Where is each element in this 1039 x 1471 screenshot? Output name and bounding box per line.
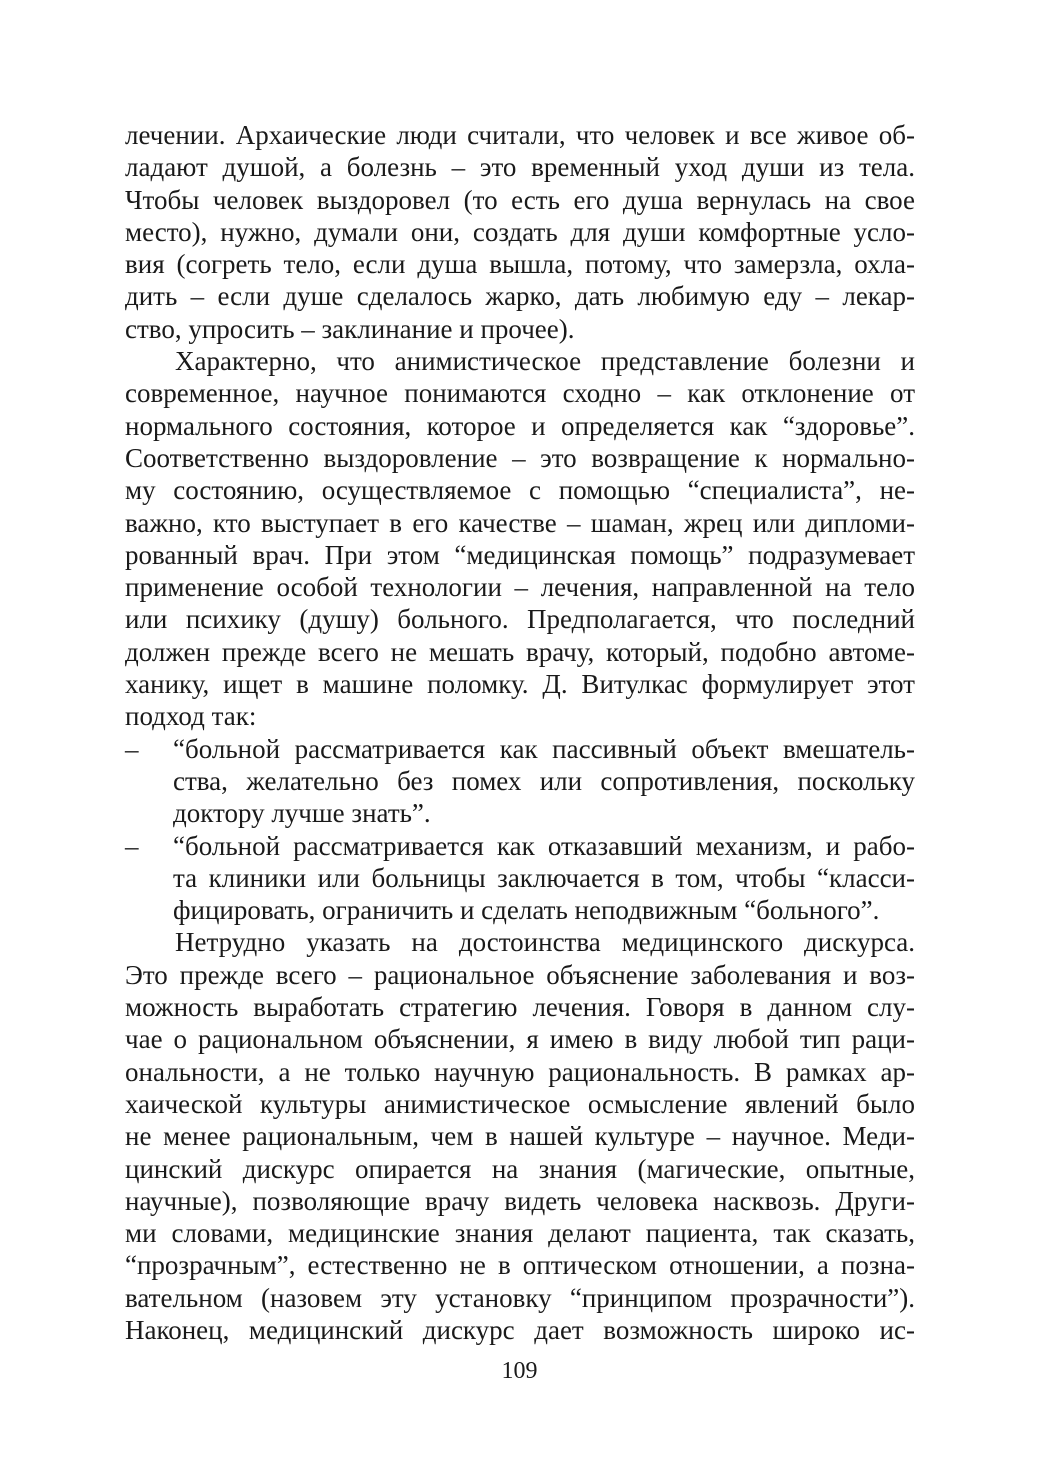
text-line: применение особой технологии – лечения, направленной на тело	[125, 572, 915, 603]
text-line: ладают душой, а болезнь – это временный уход души из тела.	[125, 152, 915, 183]
paragraph	[125, 926, 915, 1346]
paragraph	[125, 345, 915, 733]
text-line: та клиники или больницы заключается в том, чтобы “класси-	[173, 862, 915, 893]
text-line: “прозрачным”, естественно не в оптическом отношении, а позна-	[125, 1250, 915, 1281]
text-line: “больной рассматривается как отказавший механизм, и рабо-	[173, 830, 915, 861]
text-line: можность выработать стратегию лечения. Говоря в данном слу-	[125, 992, 915, 1023]
text-line: Это прежде всего – рациональное объяснение заболевания и воз-	[125, 959, 915, 990]
text-line: современное, научное понимаются сходно – как отклонение от	[125, 378, 915, 409]
dash-marker: –	[125, 830, 139, 861]
page-body	[125, 119, 915, 1346]
text-line: лечении. Архаические люди считали, что человек и все живое об-	[125, 120, 915, 150]
text-line: Соответственно выздоровление – это возвращение к нормально-	[125, 442, 915, 473]
text-line: чае о рациональном объяснении, я имею в виду любой тип раци-	[125, 1024, 915, 1055]
text-line: хаической культуры анимистическое осмысление явлений было	[125, 1088, 915, 1119]
text-line: подход так:	[125, 701, 257, 732]
text-line: или психику (душу) больного. Предполагается, что последний	[125, 604, 915, 635]
text-line: цинский дискурс опирается на знания (магические, опытные,	[125, 1153, 915, 1184]
page-number: 109	[501, 1358, 538, 1384]
text-line: должен прежде всего не мешать врачу, который, подобно автоме-	[125, 636, 915, 667]
dash-marker: –	[125, 733, 139, 764]
text-line: му состоянию, осуществляемое с помощью “специалиста”, не-	[125, 475, 915, 506]
text-line: не менее рациональным, чем в нашей культуре – научное. Меди-	[125, 1121, 915, 1152]
list-item	[125, 830, 915, 927]
text-line: доктору лучше знать”.	[173, 798, 431, 829]
list-item	[125, 733, 915, 830]
text-line: ство, упросить – заклинание и прочее).	[125, 313, 575, 344]
text-line: Нетрудно указать на достоинства медицинского дискурса.	[175, 927, 915, 958]
quote-list	[125, 733, 915, 927]
text-line: Наконец, медицинский дискурс дает возможность широко ис-	[125, 1314, 915, 1345]
text-line: вательном (назовем эту установку “принципом прозрачности”).	[125, 1282, 915, 1313]
text-line: рованный врач. При этом “медицинская помощь” подразумевает	[125, 539, 915, 570]
text-line: ми словами, медицинские знания делают пациента, так сказать,	[125, 1218, 915, 1249]
text-line: ства, желательно без помех или сопротивления, поскольку	[173, 765, 915, 796]
text-line: Чтобы человек выздоровел (то есть его душа вернулась на свое	[125, 184, 915, 215]
text-line: нормального состояния, которое и определяется как “здоровье”.	[125, 410, 915, 441]
text-line: ханику, ищет в машине поломку. Д. Витулкас формулирует этот	[125, 669, 915, 700]
paragraph	[125, 119, 915, 345]
text-line: важно, кто выступает в его качестве – шаман, жрец или дипломи-	[125, 507, 915, 538]
text-line: “больной рассматривается как пассивный объект вмешатель-	[173, 733, 915, 764]
text-line: ональности, а не только научную рациональность. В рамках ар-	[125, 1056, 915, 1087]
text-line: фицировать, ограничить и сделать неподвижным “больного”.	[173, 895, 880, 926]
text-line: дить – если душе сделалось жарко, дать любимую еду – лекар-	[125, 281, 915, 312]
text-line: Характерно, что анимистическое представление болезни и	[175, 346, 915, 377]
text-line: вия (согреть тело, если душа вышла, потому, что замерзла, охла-	[125, 249, 915, 280]
text-line: место), нужно, думали они, создать для души комфортные усло-	[125, 216, 915, 247]
text-line: научные), позволяющие врачу видеть человека насквозь. Други-	[125, 1185, 915, 1216]
